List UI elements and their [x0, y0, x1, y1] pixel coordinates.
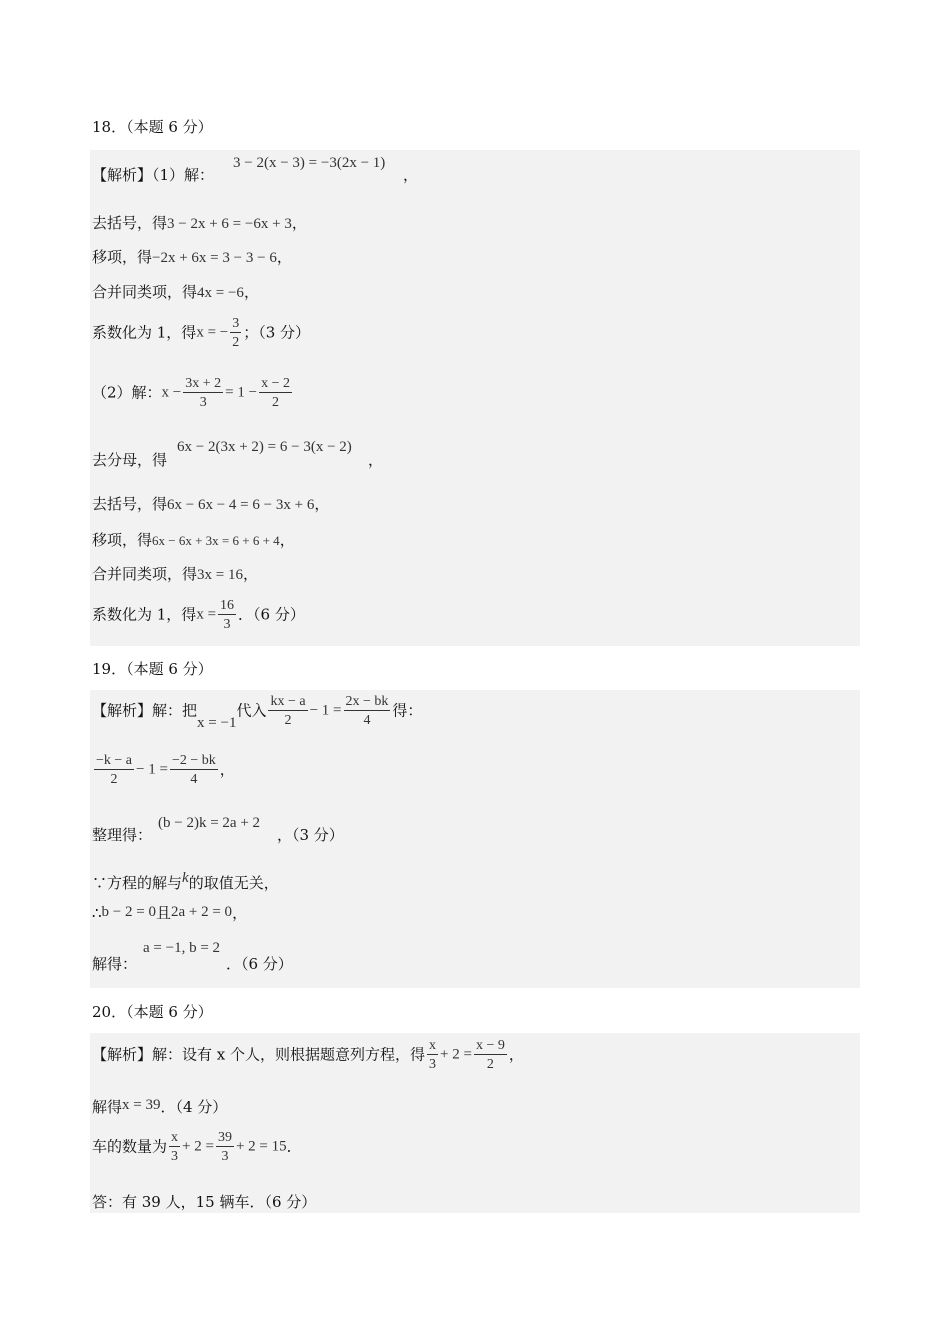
part2-label: （2）解：: [92, 383, 162, 402]
q20-solve-line: 解得x = 39．（4 分）: [92, 1097, 228, 1116]
analysis-tag: 【解析】: [92, 1045, 153, 1064]
q18-step-remove-brackets-2: 去括号，得6x − 6x − 4 = 6 − 3x + 6，: [92, 495, 330, 513]
q18-step-transpose: 移项，得−2x + 6x = 3 − 3 − 6，: [92, 248, 292, 266]
fraction: $\frac{kx - a}{2}$: [270, 694, 306, 728]
q19-tidy-math: (b − 2)k = 2a + 2: [158, 815, 261, 831]
q18-step-clear-denominator-label: 去分母，得: [92, 451, 168, 469]
math-expression: 3x = 16: [197, 567, 243, 583]
fraction: $\frac{x - 9}{2}$: [475, 1038, 505, 1072]
q18-given-equation: 3 − 2(x − 3) = −3(2x − 1): [233, 155, 386, 171]
fraction: $\frac{-k - a}{2}$: [96, 753, 133, 787]
therefore-symbol: ∴: [92, 904, 102, 922]
q18-part1-line: [92, 168, 214, 183]
q18-step-transpose-2: 移项，得6x − 6x + 3x = 6 + 6 + 4，: [92, 531, 295, 549]
q19-therefore-line: ∴b − 2 = 0且2a + 2 = 0，: [92, 904, 248, 922]
q18-step-remove-brackets: 去括号，得3 − 2x + 6 = −6x + 3，: [92, 214, 307, 232]
q20-answer: 答：有 39 人，15 辆车．（6 分）: [92, 1193, 317, 1211]
q19-solve-label: 解得：: [92, 955, 138, 973]
q19-solve-score: ．（6 分）: [226, 955, 293, 973]
fraction: $\frac{3x + 2}{3}$: [185, 376, 222, 410]
q18-step-combine-2: 合并同类项，得3x = 16，: [92, 565, 258, 583]
fraction: $\frac{39}{3}$: [217, 1130, 232, 1164]
q19-tidy-label: 整理得：: [92, 826, 153, 844]
q18-step-coefficient-2: 系数化为 1，得x = $\frac{16}{3}$ ．（6 分）: [92, 598, 305, 632]
q18-part2-line: （2）解：x − $\frac{3x + 2}{3}$ = 1 − $\frac{x - 2}{2}$: [92, 376, 290, 410]
q18-step-coefficient: 系数化为 1，得x = − $\frac{3}{2}$ ；（3 分）: [92, 316, 311, 350]
fraction: $\frac{16}{3}$: [220, 598, 235, 632]
analysis-tag: 【解析】: [92, 166, 153, 184]
fraction: $\frac{-2 - bk}{4}$: [171, 753, 216, 787]
fraction: $\frac{3}{2}$: [232, 316, 240, 350]
q20-car-line: 车的数量为 $\frac{x}{3}$ + 2 = $\frac{39}{3}$ + 2 = 15．: [92, 1130, 302, 1164]
q19-intro-line: 【解析】解：把x = −1代入 $\frac{kx - a}{2}$ − 1 = $\frac{2x - bk}{4}$ 得：: [92, 694, 423, 731]
fraction: $\frac{x}{3}$: [171, 1130, 179, 1164]
question-19-header: 19．（本题 6 分）: [92, 660, 213, 678]
question-20-header: 20．（本题 6 分）: [92, 1003, 213, 1021]
question-18-header: 18．（本题 6 分）: [92, 118, 213, 136]
part1-label: （1）解：: [152, 166, 215, 184]
q19-solve-math: a = −1, b = 2: [143, 940, 221, 956]
math-expression: 4x = −6: [197, 285, 244, 301]
q19-because-line: ∵方程的解与k的取值无关，: [92, 870, 279, 892]
q19-substituted-equation: $\frac{-k - a}{2}$ − 1 = $\frac{-2 - bk}{4}$ ，: [96, 753, 235, 787]
math-expression: 6x − 6x + 3x = 6 + 6 + 4: [152, 533, 280, 548]
math-expression: x = −1: [197, 715, 237, 731]
fraction: $\frac{2x - bk}{4}$: [345, 694, 389, 728]
fraction: $\frac{x}{3}$: [429, 1038, 437, 1072]
q18-step-clear-denominator-math: 6x − 2(3x + 2) = 6 − 3(x − 2): [177, 439, 352, 455]
math-expression: 3 − 2x + 6 = −6x + 3: [167, 216, 292, 232]
math-expression: −2x + 6x = 3 − 3 − 6: [152, 250, 277, 266]
q20-intro-line: 【解析】解：设有 x 个人，则根据题意列方程，得 $\frac{x}{3}$ + 2 = $\frac{x - 9}{2}$ ，: [92, 1038, 524, 1072]
q18-comma: ，: [403, 166, 419, 184]
math-expression: 6x − 6x − 4 = 6 − 3x + 6: [167, 497, 315, 513]
fraction: $\frac{x - 2}{2}$: [261, 376, 290, 410]
q19-tidy-score: ，（3 分）: [277, 826, 344, 844]
q18-step-combine: 合并同类项，得4x = −6，: [92, 283, 259, 301]
analysis-tag: 【解析】: [92, 701, 153, 720]
